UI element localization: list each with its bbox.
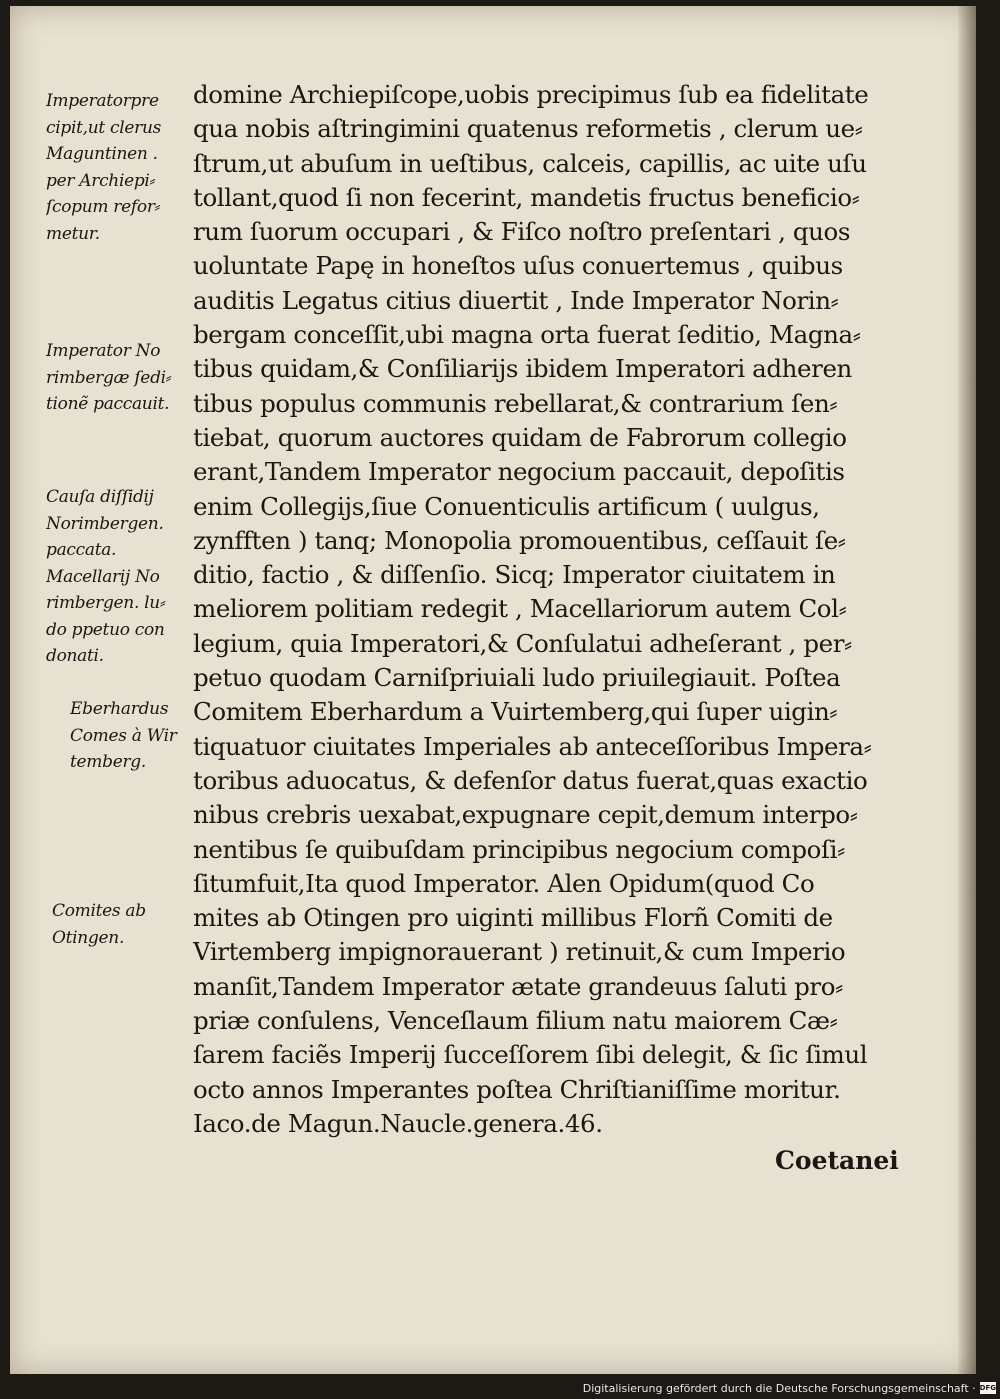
marginal-note-otingen — [52, 898, 202, 951]
marginal-line: do ppetuo con — [46, 619, 165, 640]
marginal-line: Otingen. — [52, 927, 125, 948]
marginal-line: tionẽ paccauit. — [46, 394, 170, 414]
text-line: nibus crebris uexabat,expugnare cepit,demum interpo⸗ — [193, 800, 858, 830]
text-line: tiquatuor ciuitates Imperiales ab anteceſſoribus Impera⸗ — [193, 731, 872, 761]
marginal-line: Imperatorpre — [46, 91, 159, 111]
text-line: Comitem Eberhardum a Vuirtemberg,qui ſuper uigin⸗ — [193, 697, 838, 727]
text-line: domine Archiepiſcope,uobis precipimus ſub ea fidelitate — [193, 80, 869, 109]
text-line: ſarem faciẽs Imperij ſucceſſorem ſibi delegit, & ſic ſimul — [193, 1040, 868, 1070]
text-line: petuo quodam Carniſpriuiali ludo priuilegiauit. Poſtea — [193, 663, 841, 693]
text-line: meliorem politiam redegit , Macellariorum autem Col⸗ — [193, 594, 847, 624]
marginal-line: ſcopum refor⸗ — [46, 197, 161, 217]
marginal-note-eberhardus — [70, 696, 220, 776]
text-line: zynfften ) tanq; Monopolia promouentibus, ceſſauit ſe⸗ — [193, 525, 846, 555]
marginal-line: cipit,ut clerus — [46, 117, 162, 138]
text-line: Virtemberg impignorauerant ) retinuit,& cum Imperio — [193, 937, 846, 967]
marginal-line: paccata. — [46, 540, 117, 560]
text-line: auditis Legatus citius diuertit , Inde Imperator Norin⸗ — [193, 285, 839, 315]
main-text-block — [193, 78, 893, 1141]
catchword: Coetanei — [775, 1146, 899, 1175]
marginal-line: Comes à Wir — [70, 725, 177, 746]
text-line: enim Collegijs,ſiue Conuenticulis artificum ( uulgus, — [193, 491, 820, 521]
marginal-line: Maguntinen . — [46, 144, 158, 164]
text-line: tiebat, quorum auctores quidam de Fabrorum collegio — [193, 422, 847, 452]
marginal-line: rimbergæ ſedi⸗ — [46, 367, 172, 388]
text-line: ſitumfuit,Ita quod Imperator. Alen Opidum(quod Co — [193, 868, 815, 898]
marginal-line: per Archiepi⸗ — [46, 170, 155, 191]
text-line: uoluntate Papę in honeſtos uſus conuertemus , quibus — [193, 251, 843, 281]
text-line: octo annos Imperantes poſtea Chriſtianiſſime moritur. — [193, 1074, 841, 1104]
text-line: Iaco.de Magun.Naucle.genera.46. — [193, 1108, 603, 1138]
footer-credit-text: Digitalisierung gefördert durch die Deutsche Forschungsgemeinschaft · — [582, 1381, 976, 1395]
text-line: nentibus ſe quibuſdam principibus negocium compoſi⸗ — [193, 834, 845, 864]
dfg-logo-icon: DFG — [979, 1384, 996, 1392]
marginal-line: Norimbergen. — [46, 513, 164, 534]
marginal-line: Macellarij No — [46, 566, 160, 587]
marginal-line: donati. — [46, 646, 104, 666]
marginal-note-reform — [46, 88, 196, 247]
text-line: toribus aduocatus, & defenſor datus fuerat,quas exactio — [193, 765, 868, 795]
text-line: ditio, factio , & diſſenſio. Sicq; Imperator ciuitatem in — [193, 560, 836, 590]
text-line: rum ſuorum occupari , & Fiſco noſtro preſentari , quos — [193, 217, 851, 247]
text-line: tollant,quod ſi non fecerint, mandetis fructus beneficio⸗ — [193, 182, 860, 212]
marginal-line: metur. — [46, 223, 100, 244]
marginal-line: Imperator No — [46, 341, 161, 361]
text-line: legium, quia Imperatori,& Conſulatui adheſerant , per⸗ — [193, 628, 852, 658]
marginal-note-causa — [46, 484, 196, 670]
text-line: manſit,Tandem Imperator ætate grandeuus ſaluti pro⸗ — [193, 971, 843, 1001]
text-line: tibus populus communis rebellarat,& contrarium ſen⸗ — [193, 388, 838, 418]
text-line: bergam conceſſit,ubi magna orta fuerat ſeditio, Magna⸗ — [193, 320, 861, 350]
digitization-footer — [582, 1380, 996, 1396]
marginal-line: Eberhardus — [70, 699, 169, 719]
text-line: ſtrum,ut abuſum in ueſtibus, calceis, capillis, ac uite uſu — [193, 148, 867, 178]
text-line: erant,Tandem Imperator negocium paccauit, depoſitis — [193, 457, 845, 487]
page-gutter-shadow — [958, 6, 976, 1374]
marginal-note-norimberga — [46, 338, 196, 418]
text-line: tibus quidam,& Conſiliarijs ibidem Imperatori adheren — [193, 354, 852, 384]
book-page — [10, 6, 976, 1374]
marginal-line: temberg. — [70, 752, 146, 772]
text-line: qua nobis aſtringimini quatenus reformetis , clerum ue⸗ — [193, 114, 863, 144]
marginal-line: rimbergen. lu⸗ — [46, 593, 166, 613]
text-line: mites ab Otingen pro uiginti millibus Florñ Comiti de — [193, 903, 833, 933]
marginal-line: Cauſa diſſidij — [46, 487, 154, 507]
marginal-line: Comites ab — [52, 901, 146, 921]
text-line: priæ conſulens, Venceſlaum filium natu maiorem Cæ⸗ — [193, 1006, 838, 1036]
